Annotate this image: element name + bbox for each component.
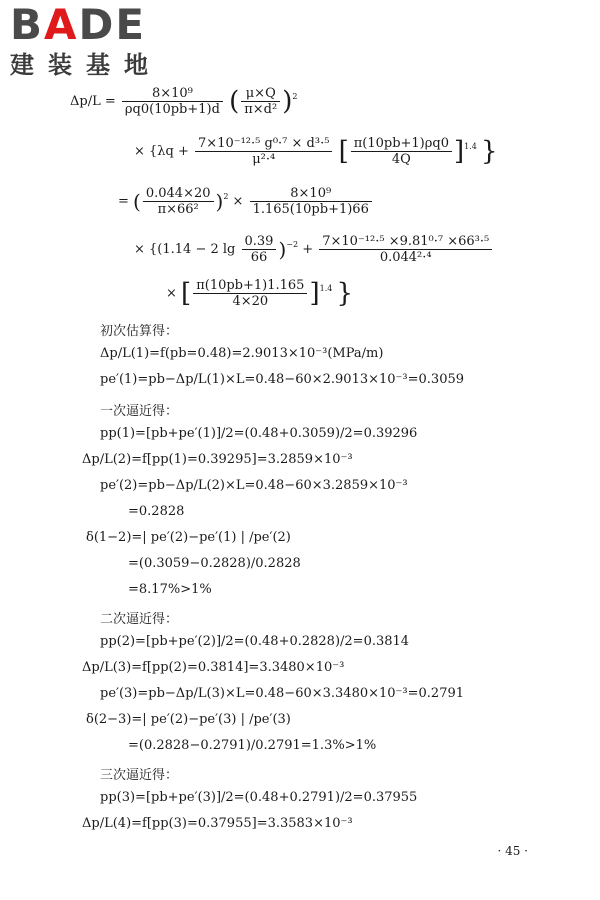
calc-line: =0.2828 — [128, 504, 185, 519]
fraction: $\frac{\pi(10pb+1)\rho q0}{4Q}$ — [351, 136, 452, 167]
calc-line: Δp/L(1)=f(pb=0.48)=2.9013×10⁻³(MPa/m) — [100, 346, 384, 361]
section-heading: 一次逼近得： — [100, 404, 179, 419]
calc-line: pe′(1)=pb−Δp/L(1)×L=0.48−60×2.9013×10⁻³=0.3059 — [100, 372, 465, 387]
calc-line: δ(1−2)=| pe′(2)−pe′(1) | /pe′(2) — [86, 530, 291, 545]
fraction: $\frac{\text{7×10⁻¹²·⁵ ×9.81⁰·⁷ ×66³·⁵}}{\text{0.044²·⁴}}$ — [319, 234, 492, 265]
logo-chinese-text: 建装基地 — [10, 51, 162, 79]
calc-line: pp(3)=[pb+pe′(3)]/2=(0.48+0.2791)/2=0.37955 — [100, 790, 418, 805]
calc-line: =(0.3059−0.2828)/0.2828 — [128, 556, 301, 571]
calc-line: Δp/L(4)=f[pp(3)=0.37955]=3.3583×10⁻³ — [82, 816, 353, 831]
fraction: $\frac{0.39}{66}$ — [242, 234, 277, 265]
calc-line: Δp/L(3)=f[pp(2)=0.3814]=3.3480×10⁻³ — [82, 660, 345, 675]
calc-line: pp(1)=[pb+pe′(1)]/2=(0.48+0.3059)/2=0.39296 — [100, 426, 418, 441]
fraction: $\frac{\pi(10pb+1)1.165}{4\times 20}$ — [193, 278, 307, 309]
logo-brand: BADE — [10, 0, 147, 49]
fraction: $\frac{0.044\times 20}{\text{π×66²}}$ — [143, 186, 214, 217]
fraction: $\frac{\mu\times Q}{\text{π×d²}}$ — [241, 86, 280, 117]
fraction: $\frac{\text{8×10⁹}}{\rho q0(10pb+1)d}$ — [122, 86, 223, 117]
equation-1: Δp/L = $\frac{\text{8×10⁹}}{\rho q0(10pb+1)d}$ ( $\frac{\mu\times Q}{\text{π×d²}}$ )$^2$ — [70, 86, 298, 117]
calc-line: pe′(2)=pb−Δp/L(2)×L=0.48−60×3.2859×10⁻³ — [100, 478, 408, 493]
page-number: · 45 · — [497, 844, 528, 858]
equation-5: × [ $\frac{\pi(10pb+1)1.165}{4\times 20}$ ]$^{1.4}$ } — [166, 278, 354, 309]
calc-line: =(0.2828−0.2791)/0.2791=1.3%>1% — [128, 738, 377, 753]
calc-line: pe′(3)=pb−Δp/L(3)×L=0.48−60×3.3480×10⁻³=0.2791 — [100, 686, 465, 701]
calc-line: Δp/L(2)=f[pp(1)=0.39295]=3.2859×10⁻³ — [82, 452, 353, 467]
equation-3: = ( $\frac{0.044\times 20}{\text{π×66²}}$ )$^2$ × $\frac{\text{8×10⁹}}{1.165(10pb+1)66}$ — [118, 186, 374, 217]
bade-logo — [10, 2, 180, 87]
equation-4: × {(1.14 − 2 lg $\frac{0.39}{66}$ )$^{-2}$ + $\frac{\text{7×10⁻¹²·⁵ ×9.81⁰·⁷ ×66³·⁵}}{\text{0.044²·⁴}}$ — [134, 234, 494, 265]
fraction: $\frac{\text{8×10⁹}}{1.165(10pb+1)66}$ — [250, 186, 372, 217]
calc-line: =8.17%>1% — [128, 582, 212, 597]
calc-line: pp(2)=[pb+pe′(2)]/2=(0.48+0.2828)/2=0.3814 — [100, 634, 410, 649]
calc-line: δ(2−3)=| pe′(2)−pe′(3) | /pe′(3) — [86, 712, 291, 727]
equation-2: × {λq + $\frac{\text{7×10⁻¹²·⁵ g⁰·⁷ × d³·⁵}}{\text{μ²·⁴}}$ [ $\frac{\pi(10pb+1)\rho q0}{4Q}$ ]$^{1.4}$ } — [134, 136, 498, 167]
section-heading: 二次逼近得： — [100, 612, 179, 627]
section-heading: 三次逼近得： — [100, 768, 179, 783]
fraction: $\frac{\text{7×10⁻¹²·⁵ g⁰·⁷ × d³·⁵}}{\text{μ²·⁴}}$ — [195, 136, 332, 167]
section-heading: 初次估算得： — [100, 324, 179, 339]
